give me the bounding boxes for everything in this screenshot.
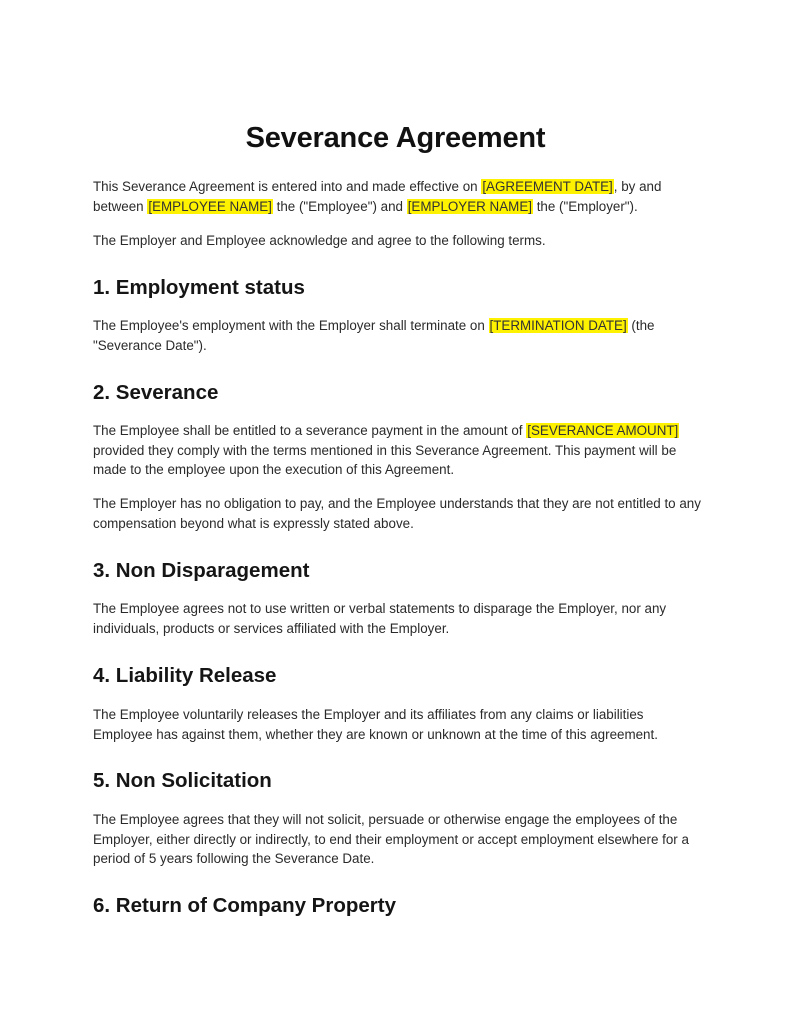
section-text: The Employee shall be entitled to a severance payment in the amount of — [93, 423, 527, 438]
section-heading-liability-release: 4. Liability Release — [93, 664, 277, 687]
intro-terms-paragraph: The Employer and Employee acknowledge and agree to the following terms. — [93, 233, 546, 248]
section-heading-employment-status: 1. Employment status — [93, 276, 305, 299]
intro-paragraph — [93, 177, 703, 216]
non-solicitation-paragraph: The Employee agrees that they will not solicit, persuade or otherwise engage the employees of the Employer, either directly or indirectly, to end their employment or accept employment elsewhere for a period of 5 years following the Severance Date. — [93, 812, 689, 866]
section-heading-non-disparagement: 3. Non Disparagement — [93, 559, 310, 582]
employment-status-paragraph — [93, 316, 703, 355]
section-heading-return-of-property: 6. Return of Company Property — [93, 894, 396, 917]
intro-text: , by and between — [93, 179, 662, 214]
section-text: provided they comply with the terms mentioned in this Severance Agreement. This payment will be made to the employee upon the execution of this Agreement. — [93, 442, 677, 477]
severance-amount-placeholder: [SEVERANCE AMOUNT] — [527, 423, 679, 438]
intro-text: the ("Employer"). — [532, 198, 638, 214]
section-heading-severance: 2. Severance — [93, 381, 219, 404]
section-text: The Employee's employment with the Employer shall terminate on — [93, 318, 489, 333]
document-title: Severance Agreement — [245, 122, 546, 154]
severance-obligation-paragraph: The Employer has no obligation to pay, and the Employee understands that they are not entitled to any compensation beyond what is expressly stated above. — [93, 496, 701, 531]
intro-text: This Severance Agreement is entered into and made effective on — [93, 179, 482, 194]
section-heading-non-solicitation: 5. Non Solicitation — [93, 769, 272, 792]
employee-name-placeholder: [EMPLOYEE NAME] — [148, 198, 272, 214]
agreement-date-placeholder: [AGREEMENT DATE] — [482, 179, 613, 194]
intro-text: the ("Employee") and — [272, 198, 407, 214]
liability-release-paragraph: The Employee voluntarily releases the Employer and its affiliates from any claims or liabilities Employee has against them, whether they are known or unknown at the time of this agreement. — [93, 707, 658, 742]
employer-name-placeholder: [EMPLOYER NAME] — [407, 198, 532, 214]
non-disparagement-paragraph: The Employee agrees not to use written or verbal statements to disparage the Employer, nor any individuals, products or services affiliated with the Employer. — [93, 601, 667, 636]
termination-date-placeholder: [TERMINATION DATE] — [489, 318, 627, 333]
section-text: (the "Severance Date"). — [93, 318, 655, 353]
severance-paragraph — [93, 421, 703, 480]
